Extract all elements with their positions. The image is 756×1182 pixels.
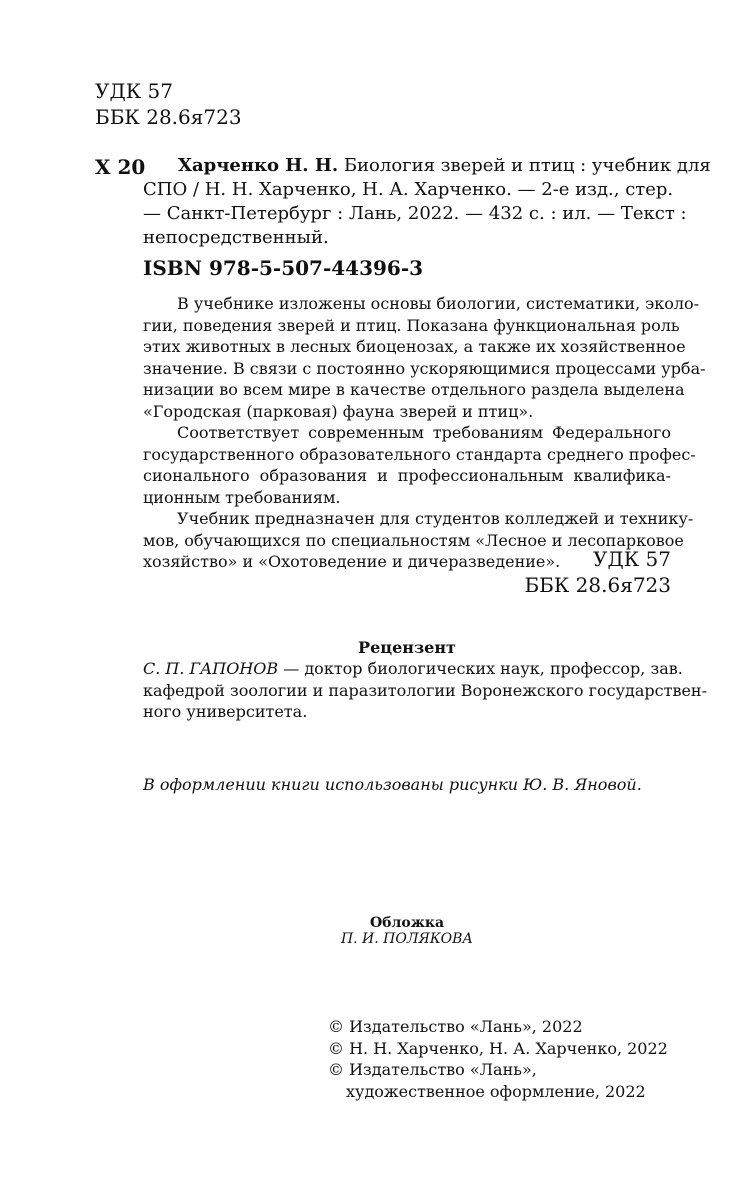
cover-heading: Обложка (369, 915, 445, 931)
isbn: ISBN 978-5-507-44396-3 (143, 256, 424, 280)
udk-code: УДК 57 (593, 547, 671, 571)
classification-top (95, 78, 242, 130)
annotation-line: Учебник предназначен для студентов колледжей и технику- (177, 509, 694, 528)
bib-line-2: СПО / Н. Н. Харченко, Н. А. Харченко. — 2-е изд., стер. (143, 179, 674, 200)
illustrations-note: В оформлении книги использованы рисунки Ю. В. Яновой. (143, 775, 642, 794)
copyright-line: © Н. Н. Харченко, Н. А. Харченко, 2022 (328, 1038, 668, 1058)
annotation-line: гии, поведения зверей и птиц. Показана функциональная роль (143, 315, 680, 335)
annotation-line: этих животных в лесных биоценозах, а также их хозяйственное (143, 337, 686, 356)
reviewer-heading: Рецензент (358, 638, 456, 657)
reviewer-line-3: ного университета. (143, 702, 308, 721)
copyright-line: © Издательство «Лань», 2022 (328, 1017, 583, 1036)
copyright-block (328, 1016, 668, 1102)
copyright-line: художественное оформление, 2022 (346, 1081, 646, 1101)
annotation-line: сионального образования и профессиональным квалифика- (143, 466, 671, 485)
bib-record-continued (143, 178, 687, 250)
reviewer-block (143, 658, 707, 723)
annotation-line: низации во всем мире в качестве отдельного раздела выделена (143, 380, 685, 399)
bib-record (178, 154, 711, 178)
bib-author: Харченко Н. Н. (178, 155, 339, 176)
annotation-line: мов, обучающихся по специальностям «Лесное и лесопарковое (143, 530, 684, 550)
bib-line-3: — Санкт-Петербург : Лань, 2022. — 432 с. : ил. — Текст : (143, 203, 687, 224)
reviewer-name: С. П. ГАПОНОВ (143, 659, 279, 678)
annotation-line: Соответствует современным требованиям Федерального (177, 423, 671, 442)
author-mark: Х 20 (95, 155, 146, 179)
bib-line-4: непосредственный. (143, 227, 329, 248)
bib-line-1: Харченко Н. Н. Биология зверей и птиц : учебник для (178, 155, 711, 176)
annotation (143, 293, 706, 573)
bbk-code: ББК 28.6я723 (524, 573, 671, 597)
annotation-paragraph-1 (143, 293, 706, 422)
annotation-line: В учебнике изложены основы биологии, систематики, эколо- (177, 294, 700, 313)
cover-designer-name: П. И. ПОЛЯКОВА (340, 931, 474, 947)
udk-code: УДК 57 (95, 79, 173, 103)
annotation-line: «Городская (парковая) фауна зверей и птиц». (143, 401, 534, 421)
copyright-line: © Издательство «Лань», (328, 1060, 537, 1079)
classification-bottom (400, 546, 671, 598)
annotation-line: ционным требованиям. (143, 487, 341, 507)
reviewer-line-2: кафедрой зоологии и паразитологии Воронежского государствен- (143, 680, 707, 700)
annotation-line: значение. В связи с постоянно ускоряющимися процессами урба- (143, 358, 706, 378)
bbk-code: ББК 28.6я723 (95, 105, 242, 129)
reviewer-line-1: С. П. ГАПОНОВ — доктор биологических наук, профессор, зав. (143, 659, 683, 678)
annotation-paragraph-2 (143, 422, 696, 508)
annotation-line: хозяйство» и «Охотоведение и дичеразведение». (143, 552, 561, 571)
annotation-line: государственного образовательного стандарта среднего профес- (143, 444, 696, 464)
